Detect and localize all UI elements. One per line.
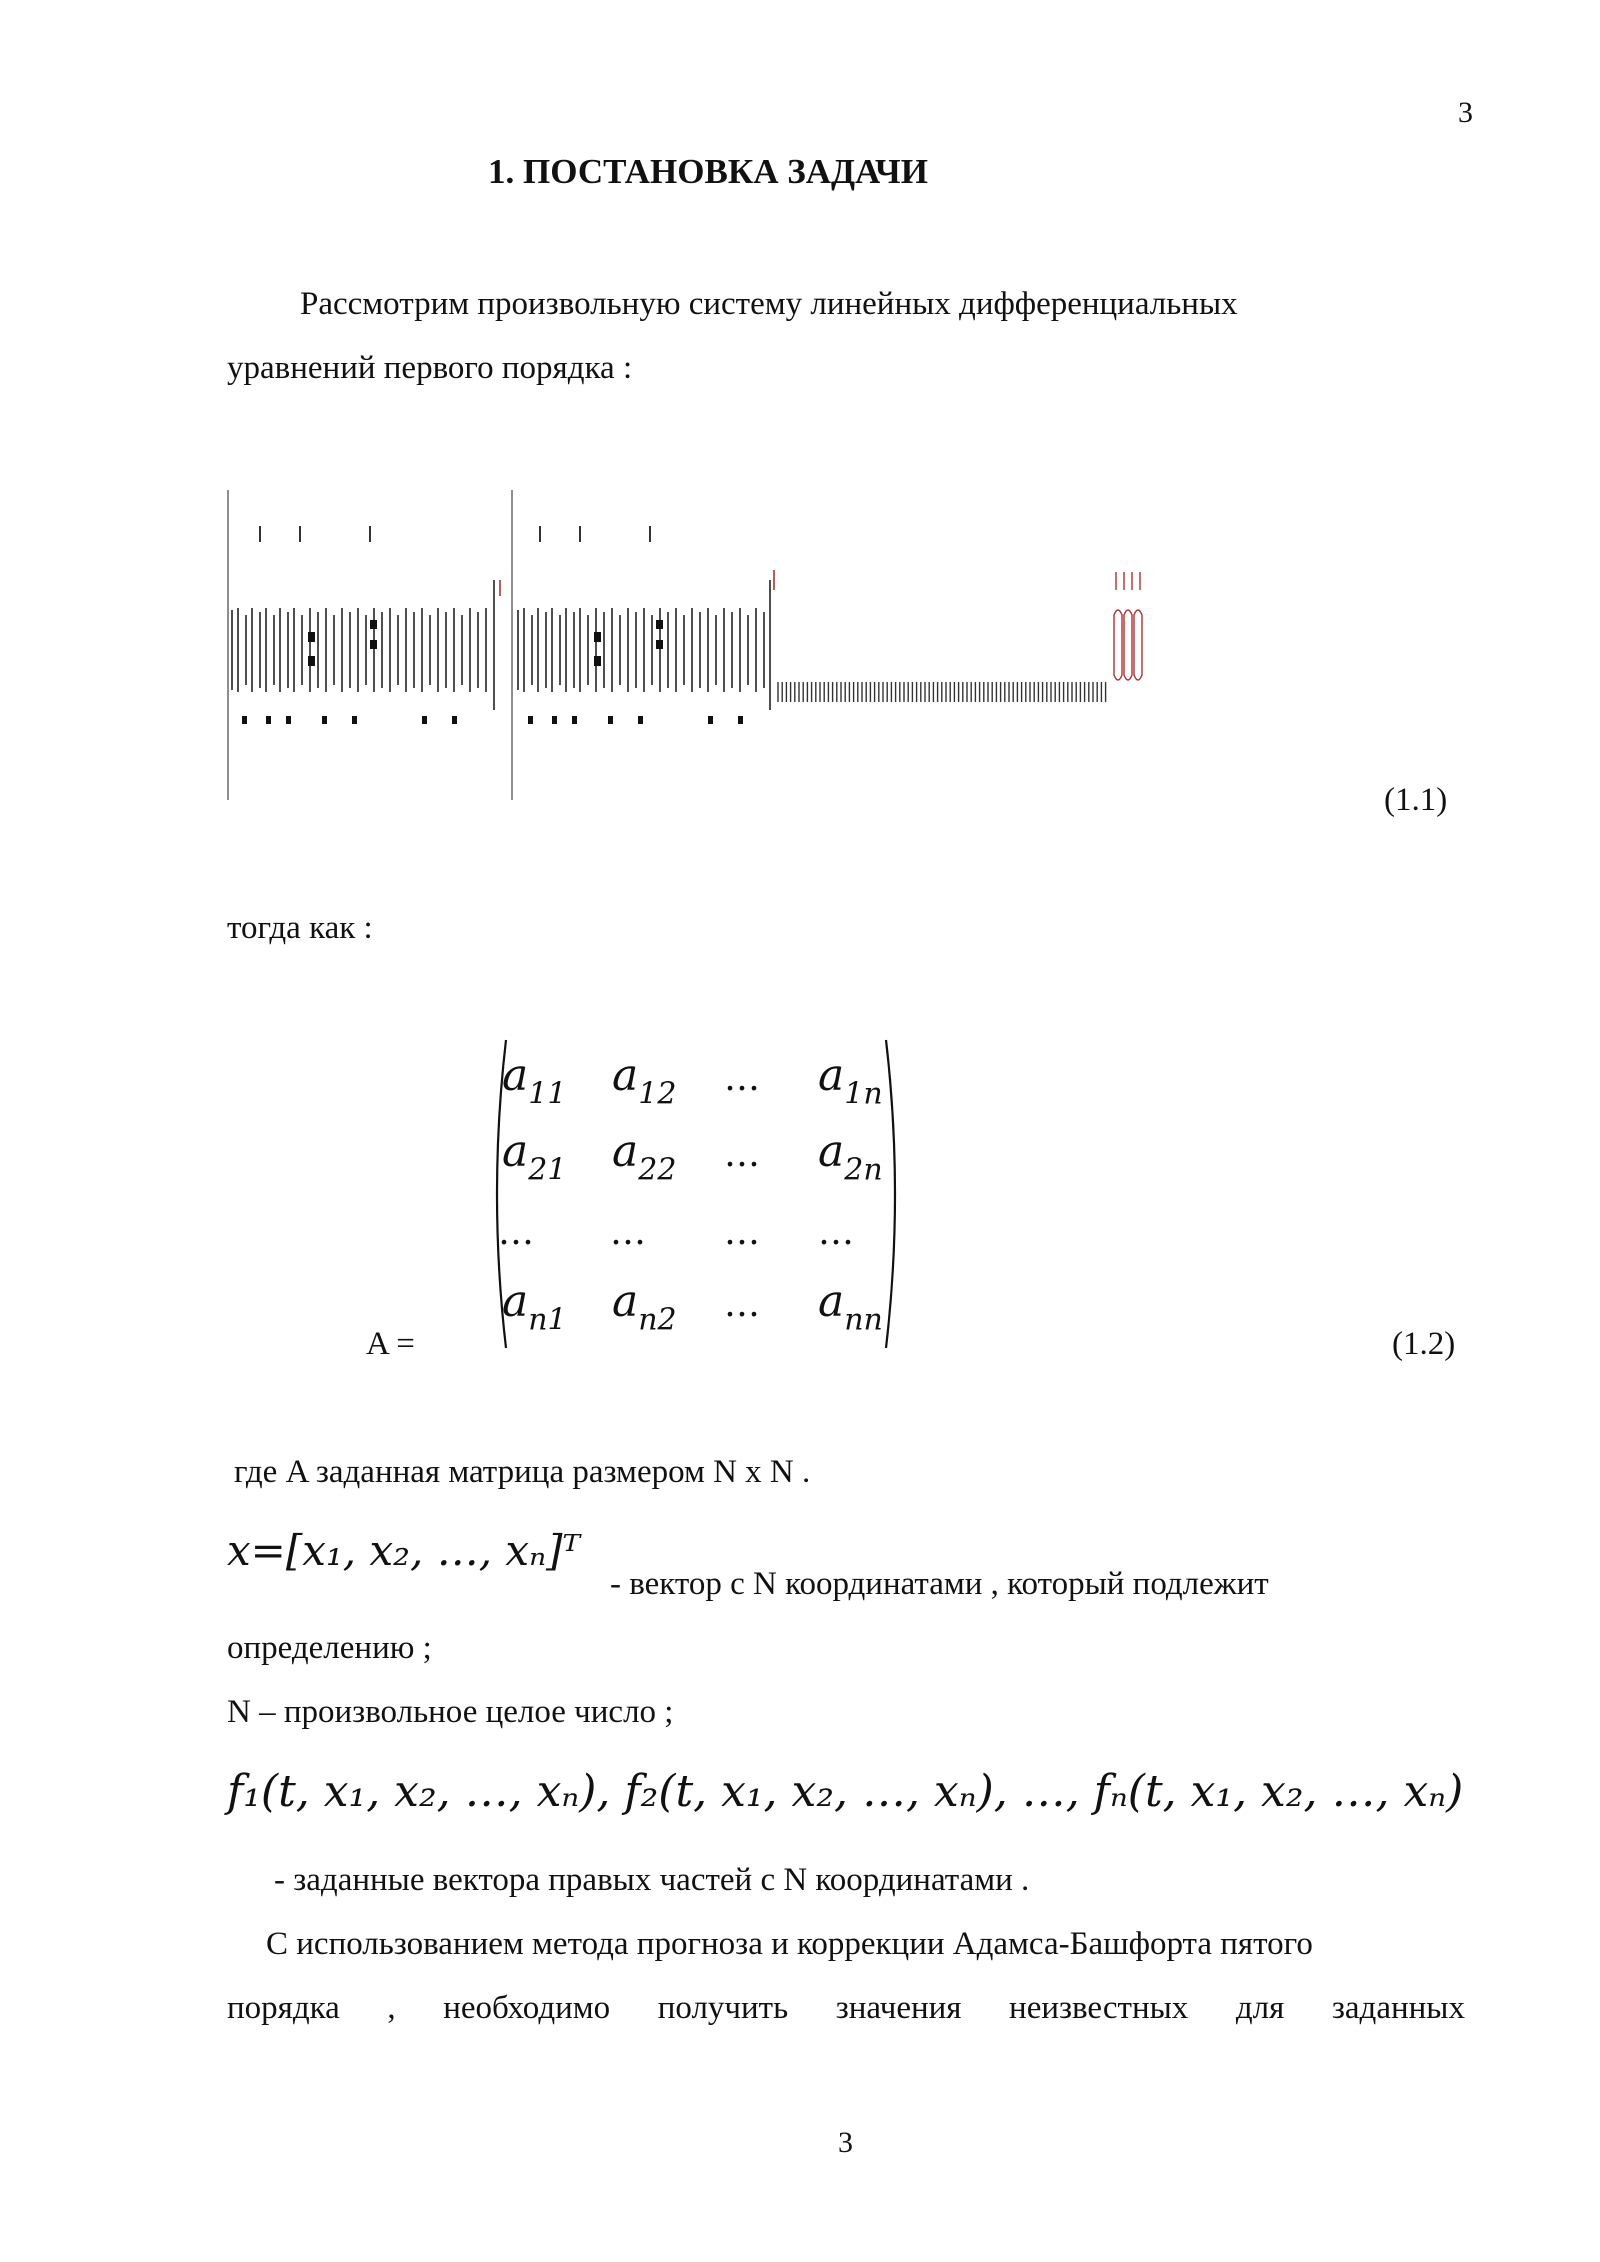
matrix-dots: … [498, 1212, 534, 1253]
matrix-dots: … [724, 1212, 760, 1253]
matrix-cell-an1: $a_{n1}$ [502, 1276, 567, 1338]
matrix-cell-an2: $a_{n2}$ [612, 1276, 677, 1338]
method-line-1: С использованием метода прогноза и коррекции Адамса-Башфорта пятого [266, 1926, 1313, 1962]
section-heading: 1. ПОСТАНОВКА ЗАДАЧИ [488, 152, 928, 191]
matrix-dots: … [724, 1134, 760, 1175]
matrix-dots: … [818, 1212, 854, 1253]
method-line-2 [227, 1990, 1465, 2027]
matrix-dots: … [724, 1284, 760, 1325]
matrix-cell-a1n: $a_{1n}$ [818, 1050, 883, 1112]
matrix-dots: … [610, 1212, 646, 1253]
matrix-definition: где A заданная матрица размером N x N . [234, 1454, 811, 1490]
vector-description: - вектор с N координатами , который подлежит [610, 1566, 1269, 1602]
word: неизвестных [1009, 1990, 1189, 2026]
equation-number-1-1: (1.1) [1384, 782, 1448, 818]
intro-line-1: Рассмотрим произвольную систему линейных дифференциальных [300, 286, 1238, 322]
word: для [1235, 1990, 1285, 2026]
matrix-label: A = [366, 1326, 415, 1362]
vector-description-cont: определению ; [227, 1630, 432, 1666]
matrix-cell-ann: $a_{nn}$ [818, 1276, 883, 1338]
while-text: тогда как : [227, 910, 373, 946]
word: порядка [227, 1990, 340, 2026]
matrix-cell-a11: $a_{11}$ [502, 1050, 567, 1112]
rhs-description: - заданные вектора правых частей с N координатами . [274, 1862, 1030, 1898]
word: необходимо [443, 1990, 611, 2026]
intro-line-2: уравнений первого порядка : [227, 350, 633, 386]
word: заданных [1331, 1990, 1465, 2026]
word: значения [835, 1990, 962, 2026]
word: получить [657, 1990, 789, 2026]
page-number-top: 3 [1458, 96, 1473, 129]
garbled-equation-graphic [222, 480, 1152, 810]
page-number-bottom: 3 [838, 2126, 853, 2159]
matrix-cell-a2n: $a_{2n}$ [818, 1126, 883, 1188]
matrix-dots: … [724, 1058, 760, 1099]
matrix-cell-a21: $a_{21}$ [502, 1126, 567, 1188]
matrix-cell-a22: $a_{22}$ [612, 1126, 677, 1188]
word: , [387, 1990, 396, 2026]
rhs-vectors-formula: f₁(t, x₁, x₂, …, xₙ), f₂(t, x₁, x₂, …, xₙ), …, fₙ(t, x₁, x₂, …, xₙ) [227, 1766, 1464, 1817]
matrix-right-paren [880, 1036, 908, 1352]
n-definition: N – произвольное целое число ; [227, 1694, 674, 1730]
matrix-cell-a12: $a_{12}$ [612, 1050, 677, 1112]
vector-formula: x=[x₁, x₂, …, xₙ]ᵀ [227, 1526, 581, 1575]
equation-number-1-2: (1.2) [1392, 1326, 1456, 1362]
